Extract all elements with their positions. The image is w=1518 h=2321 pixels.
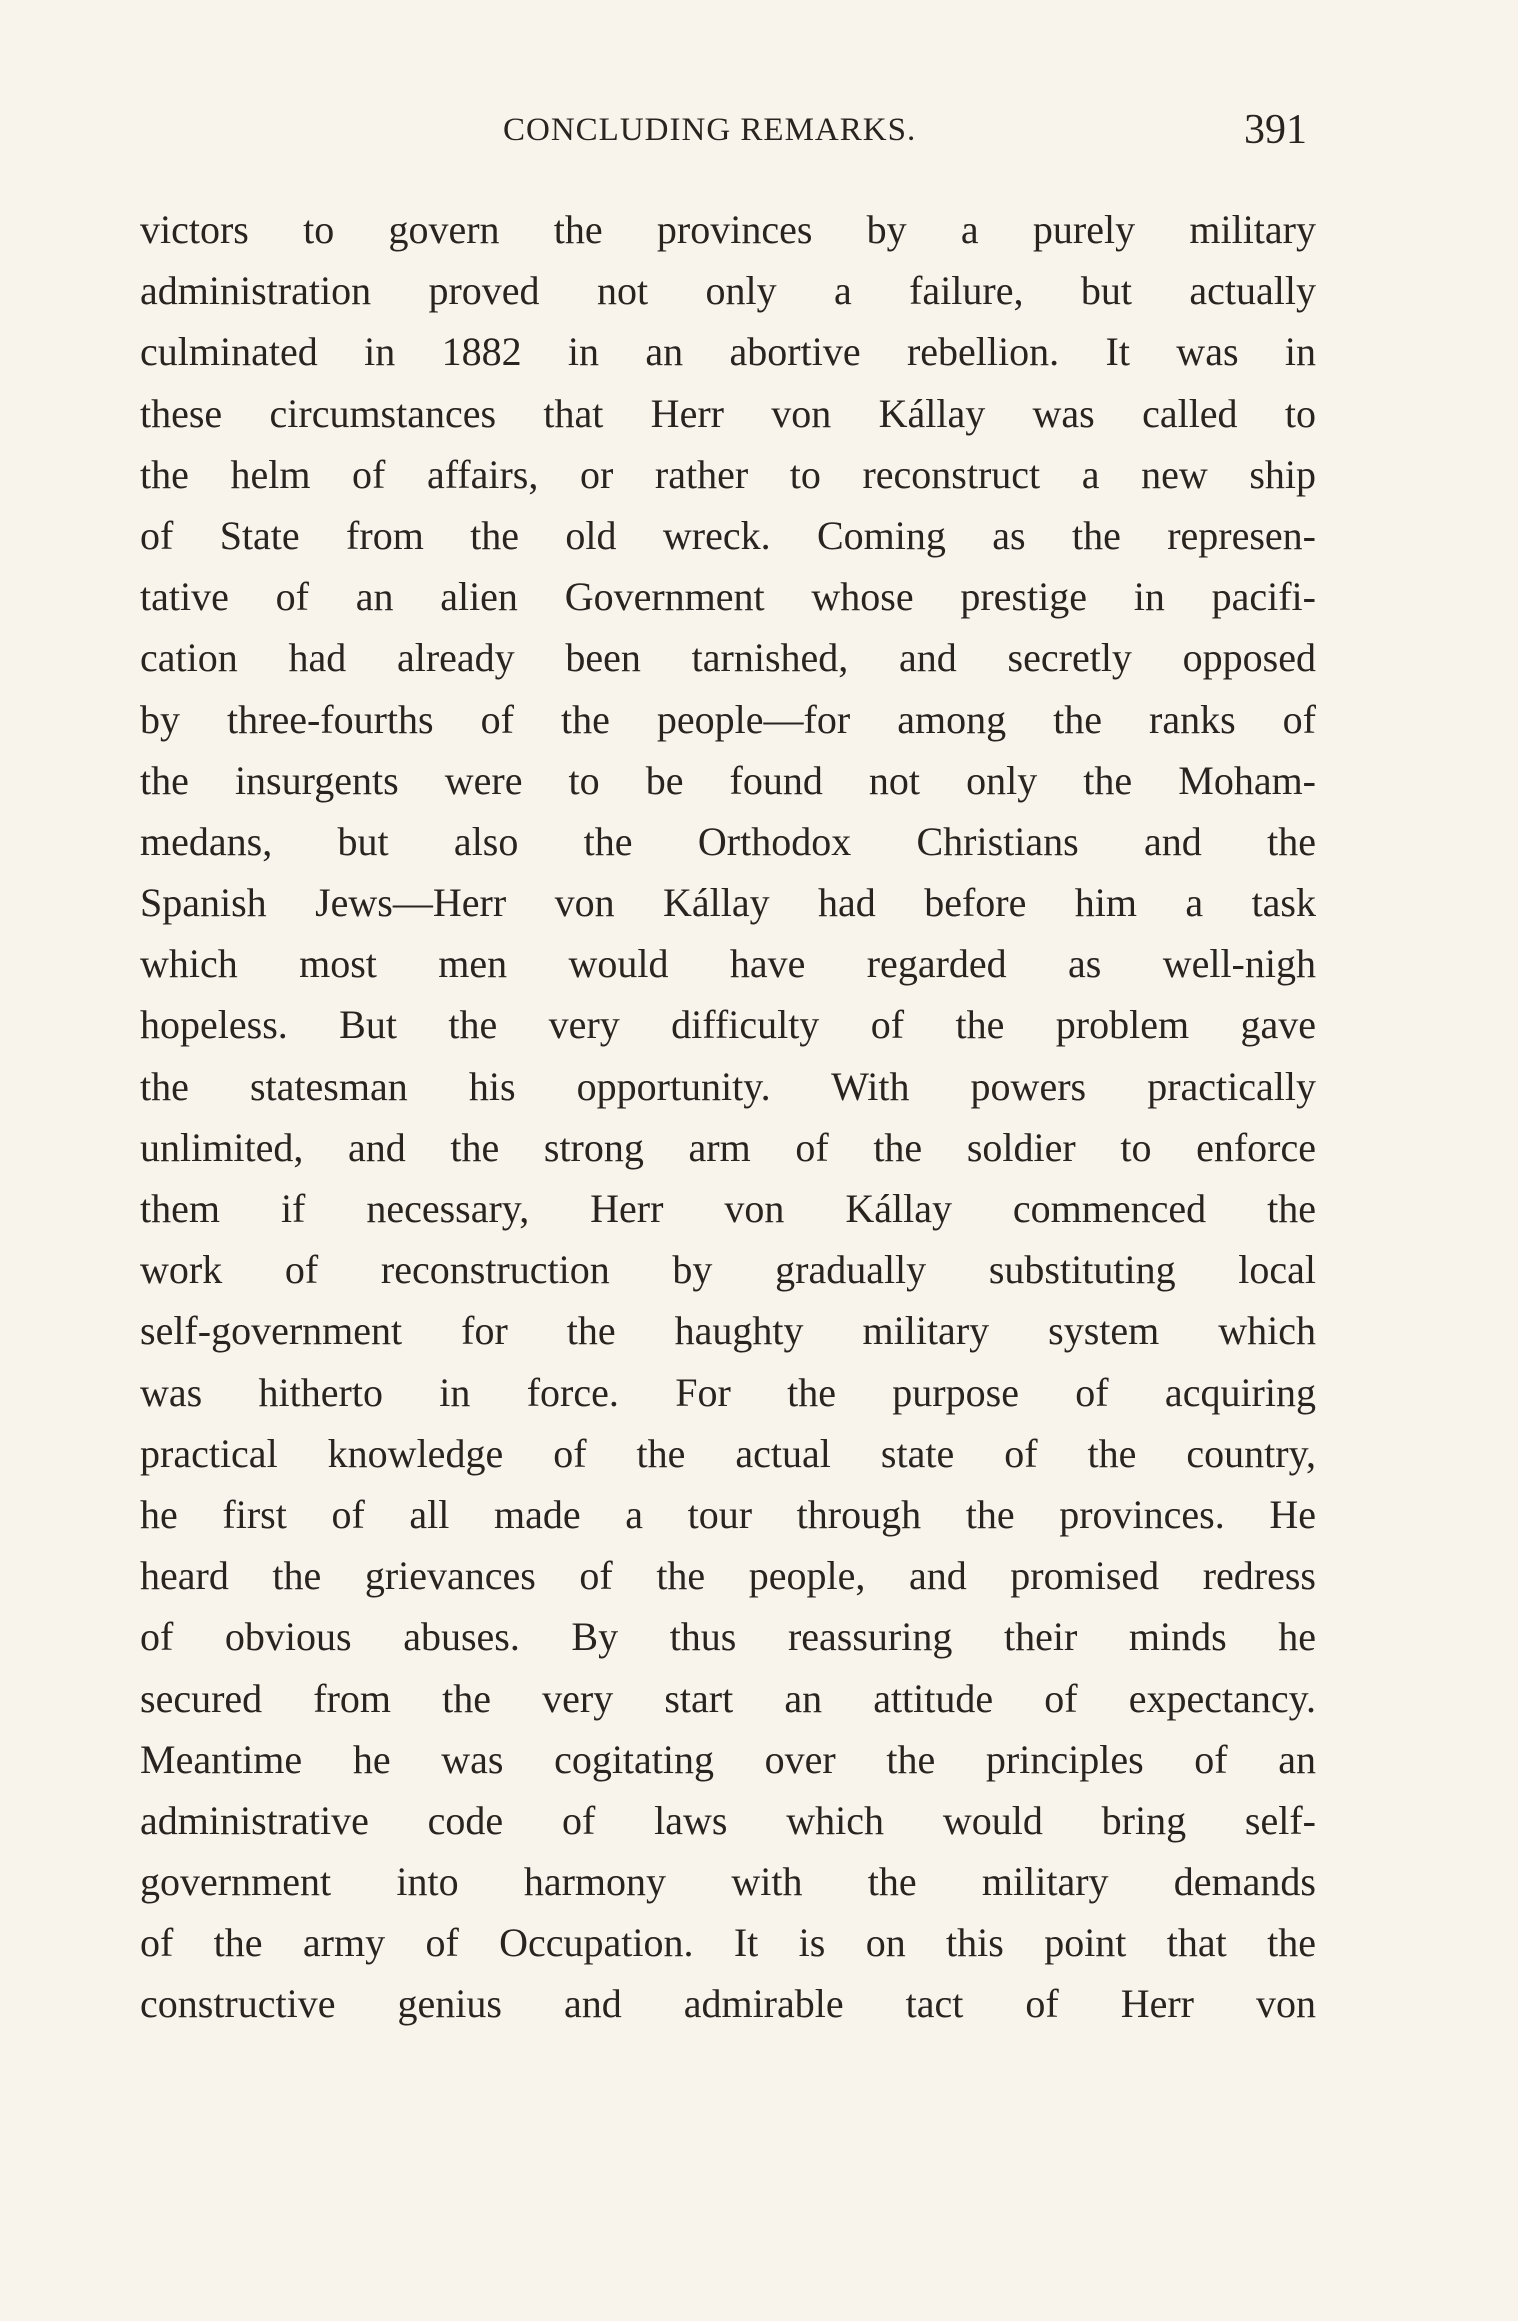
text-line: Spanish Jews—Herr von Kállay had before him a task — [140, 880, 1316, 926]
text-line: secured from the very start an attitude of expectancy. — [140, 1675, 1316, 1721]
text-line: unlimited, and the strong arm of the soldier to enforce — [140, 1124, 1316, 1170]
text-line: of State from the old wreck. Coming as the represen- — [140, 512, 1316, 558]
text-line: of obvious abuses. By thus reassuring their minds he — [140, 1614, 1316, 1660]
text-line: practical knowledge of the actual state of the country, — [140, 1430, 1316, 1476]
text-line: heard the grievances of the people, and promised redress — [140, 1553, 1316, 1599]
page-number: 391 — [1244, 107, 1307, 153]
text-line: victors to govern the provinces by a purely military — [140, 207, 1316, 252]
running-title: CONCLUDING REMARKS. — [503, 112, 917, 148]
text-line: government into harmony with the military demands — [140, 1859, 1316, 1905]
text-line: these circumstances that Herr von Kállay was called to — [140, 390, 1316, 436]
text-line: of the army of Occupation. It is on this point that the — [140, 1920, 1316, 1966]
text-line: tative of an alien Government whose prestige in pacifi- — [140, 574, 1316, 620]
text-line: he first of all made a tour through the provinces. He — [140, 1491, 1316, 1537]
text-line: administrative code of laws which would bring self- — [140, 1797, 1316, 1843]
text-line: the helm of affairs, or rather to reconstruct a new ship — [140, 451, 1316, 497]
text-line: work of reconstruction by gradually substituting local — [140, 1247, 1316, 1293]
text-line: which most men would have regarded as well-nigh — [140, 941, 1316, 987]
text-line: medans, but also the Orthodox Christians and the — [140, 818, 1316, 864]
body-text — [140, 199, 1316, 2035]
text-line: self-government for the haughty military system which — [140, 1308, 1316, 1354]
text-line: them if necessary, Herr von Kállay commenced the — [140, 1186, 1316, 1231]
text-line: constructive genius and admirable tact of Herr von — [140, 1981, 1316, 2027]
text-line: hopeless. But the very difficulty of the problem gave — [140, 1002, 1316, 1048]
text-line: cation had already been tarnished, and secretly opposed — [140, 635, 1316, 681]
text-line: administration proved not only a failure, but actually — [140, 268, 1316, 314]
text-line: by three-fourths of the people—for among the ranks of — [140, 696, 1316, 742]
text-line: culminated in 1882 in an abortive rebellion. It was in — [140, 329, 1316, 375]
text-line: the insurgents were to be found not only the Moham- — [140, 757, 1316, 803]
text-line: Meantime he was cogitating over the principles of an — [140, 1736, 1316, 1782]
text-line: the statesman his opportunity. With powers practically — [140, 1063, 1316, 1109]
running-header — [0, 107, 1518, 160]
text-line: was hitherto in force. For the purpose of acquiring — [140, 1369, 1316, 1415]
